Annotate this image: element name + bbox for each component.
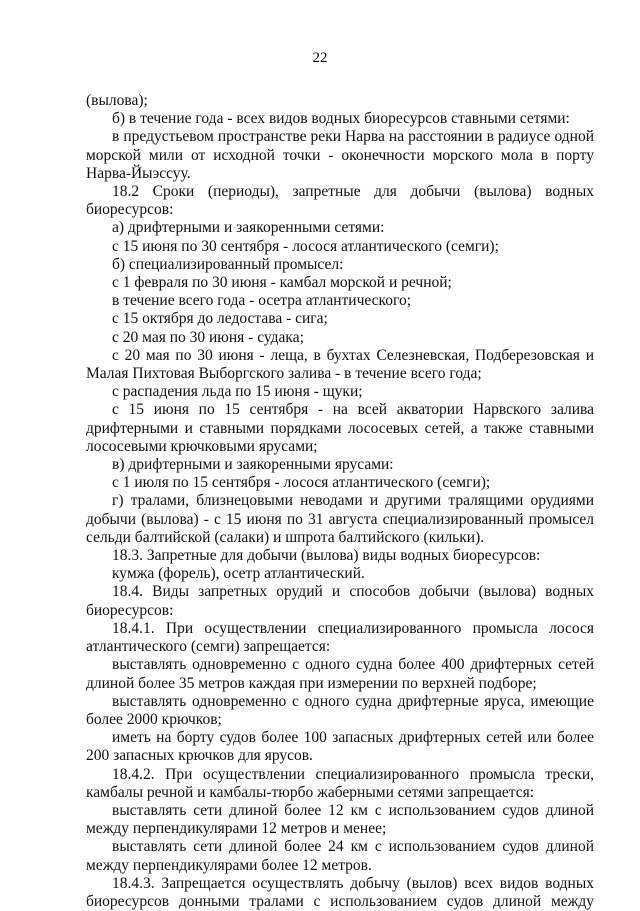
paragraph: выставлять сети длиной более 12 км с использованием судов длиной между перпендикулярами 12 метров и менее; xyxy=(86,801,594,838)
paragraph: 18.3. Запретные для добычи (вылова) виды водных биоресурсов: xyxy=(112,547,541,565)
paragraph: с 15 июня по 30 сентября - лосося атлантического (семги); xyxy=(112,237,499,255)
paragraph: 18.4. Виды запретных орудий и способов добычи (вылова) водных биоресурсов: xyxy=(86,583,594,619)
paragraph: выставлять одновременно с одного судна более 400 дрифтерных сетей длиной более 35 метров каждая при измерении по верхней подборе; xyxy=(86,656,594,692)
paragraph: с 20 мая по 30 июня - судака; xyxy=(112,328,304,346)
paragraph: в) дрифтерными и заякоренными ярусами: xyxy=(112,456,394,474)
paragraph: с 1 февраля по 30 июня - камбал морской и речной; xyxy=(112,274,452,292)
paragraph: с 15 октября до ледостава - сига; xyxy=(112,310,328,328)
paragraph: 18.4.3. Запрещается осуществлять добычу (вылов) всех видов водных биоресурсов донными тралами с использованием судов длиной между xyxy=(86,874,594,910)
paragraph: в течение всего года - осетра атлантического; xyxy=(112,292,412,310)
paragraph: кумжа (форель), осетр атлантический. xyxy=(112,565,365,583)
paragraph: в предустьевом пространстве реки Нарва на расстоянии в радиусе одной морской мили от исходной точки - оконечности морского мола в порту Нарва-Йыэссуу. xyxy=(86,128,594,182)
page-number: 22 xyxy=(312,50,328,66)
paragraph: выставлять сети длиной более 24 км с использованием судов длиной между перпендикулярами более 12 метров. xyxy=(86,838,594,874)
paragraph: иметь на борту судов более 100 запасных дрифтерных сетей или более 200 запасных крючков для ярусов. xyxy=(86,729,594,765)
paragraph: 18.2 Сроки (периоды), запретные для добычи (вылова) водных биоресурсов: xyxy=(86,183,594,219)
paragraph: г) тралами, близнецовыми неводами и другими тралящими орудиями добычи (вылова) - с 15 июня по 31 августа специализированный промысел сельди балтийской (салаки) и шпрота балтийского (кильки). xyxy=(86,492,594,546)
paragraph: б) в течение года - всех видов водных биоресурсов ставными сетями: xyxy=(112,110,570,128)
paragraph: выставлять одновременно с одного судна дрифтерные яруса, имеющие более 2000 крючков; xyxy=(86,692,594,728)
paragraph: б) специализированный промысел: xyxy=(112,255,344,273)
paragraph: с 1 июля по 15 сентября - лосося атлантического (семги); xyxy=(112,474,491,492)
paragraph: с распадения льда по 15 июня - щуки; xyxy=(112,383,363,401)
paragraph: с 20 мая по 30 июня - леща, в бухтах Селезневская, Подберезовская и Малая Пихтовая Выборгского залива - в течение всего года; xyxy=(86,346,594,383)
paragraph: а) дрифтерными и заякоренными сетями: xyxy=(112,219,385,237)
paragraph: 18.4.2. При осуществлении специализированного промысла трески, камбалы речной и камбалы-тюрбо жаберными сетями запрещается: xyxy=(86,765,594,801)
paragraph: 18.4.1. При осуществлении специализированного промысла лосося атлантического (семги) запрещается: xyxy=(86,619,594,656)
paragraph: с 15 июня по 15 сентября - на всей акватории Нарвского залива дрифтерными и ставными порядками лососевых сетей, а также ставными лососевыми крючковыми ярусами; xyxy=(86,401,594,455)
paragraph: (вылова); xyxy=(86,92,148,109)
document-body xyxy=(86,92,594,911)
